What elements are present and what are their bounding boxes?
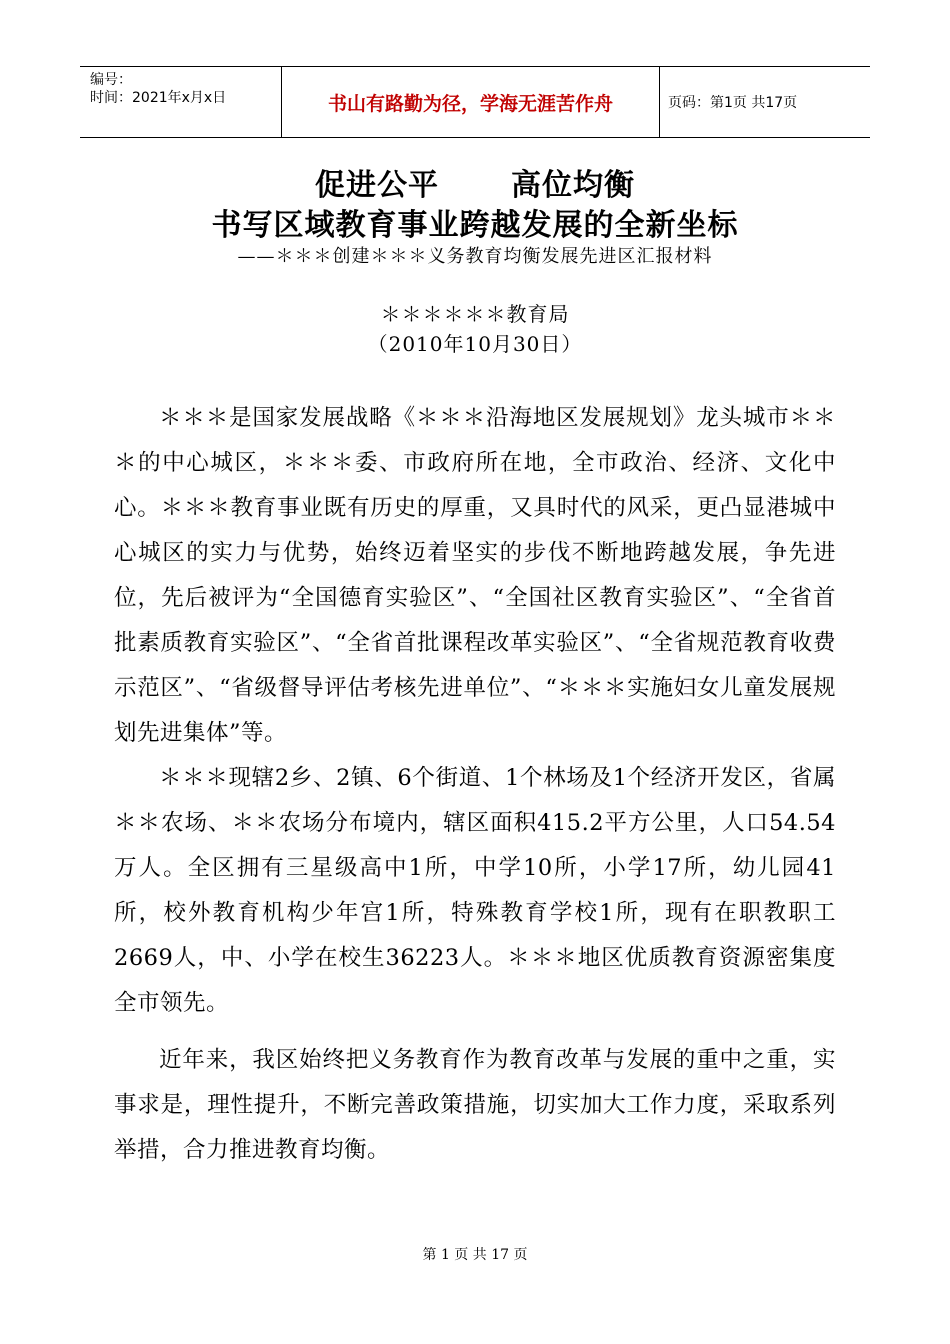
report-date: （2010年10月30日）	[367, 332, 583, 356]
title-left: 促进公平	[315, 168, 439, 203]
subtitle: ——＊＊＊创建＊＊＊义务教育均衡发展先进区汇报材料	[237, 246, 713, 267]
motto: 书山有路勤为径，学海无涯苦作舟	[327, 92, 613, 115]
title-right: 高位均衡	[511, 168, 635, 203]
paragraph-2: ＊＊＊现辖2乡、2镇、6个街道、1个林场及1个经济开发区，省属＊＊农场、＊＊农场分布境内，辖区面积415.2平方公里，人口54.54万人。全区拥有三星级高中1所，中学10所，小学17所，幼儿园41所，校外教育机构少年宫1所，特殊教育学校1所，现有在职教职工2669人，中、小学在校生36223人。＊＊＊地区优质教育资源密集度全市领先。	[114, 765, 836, 1016]
title-line-2: 书写区域教育事业跨越发展的全新坐标	[211, 208, 739, 243]
time-label: 时间：2021年x月x日	[90, 90, 227, 106]
header-motto-cell	[282, 67, 660, 137]
page-footer: 第 1 页 共 17 页	[422, 1247, 528, 1263]
number-label: 编号：	[90, 72, 132, 88]
title-line-1	[0, 160, 950, 204]
paragraph-1: ＊＊＊是国家发展战略《＊＊＊沿海地区发展规划》龙头城市＊＊＊的中心城区，＊＊＊委、市政府所在地，全市政治、经济、文化中心。＊＊＊教育事业既有历史的厚重，又具时代的风采，更凸显港城中心城区的实力与优势，始终迈着坚实的步伐不断地跨越发展，争先进位，先后被评为“全国德育实验区”、“全国社区教育实验区”、“全省首批素质教育实验区”、“全省首批课程改革实验区”、“全省规范教育收费示范区”、“省级督导评估考核先进单位”、“＊＊＊实施妇女儿童发展规划先进集体”等。	[114, 405, 836, 746]
paragraph-3: 近年来，我区始终把义务教育作为教育改革与发展的重中之重，实事求是，理性提升，不断完善政策措施，切实加大工作力度，采取系列举措，合力推进教育均衡。	[114, 1047, 836, 1163]
body-text	[114, 396, 836, 1173]
header-table	[80, 66, 870, 138]
header-page-cell	[660, 67, 870, 137]
issuer: ＊＊＊＊＊＊教育局	[380, 302, 570, 326]
page-code: 页码：第1页 共17页	[668, 95, 798, 111]
header-meta-cell	[80, 67, 282, 137]
